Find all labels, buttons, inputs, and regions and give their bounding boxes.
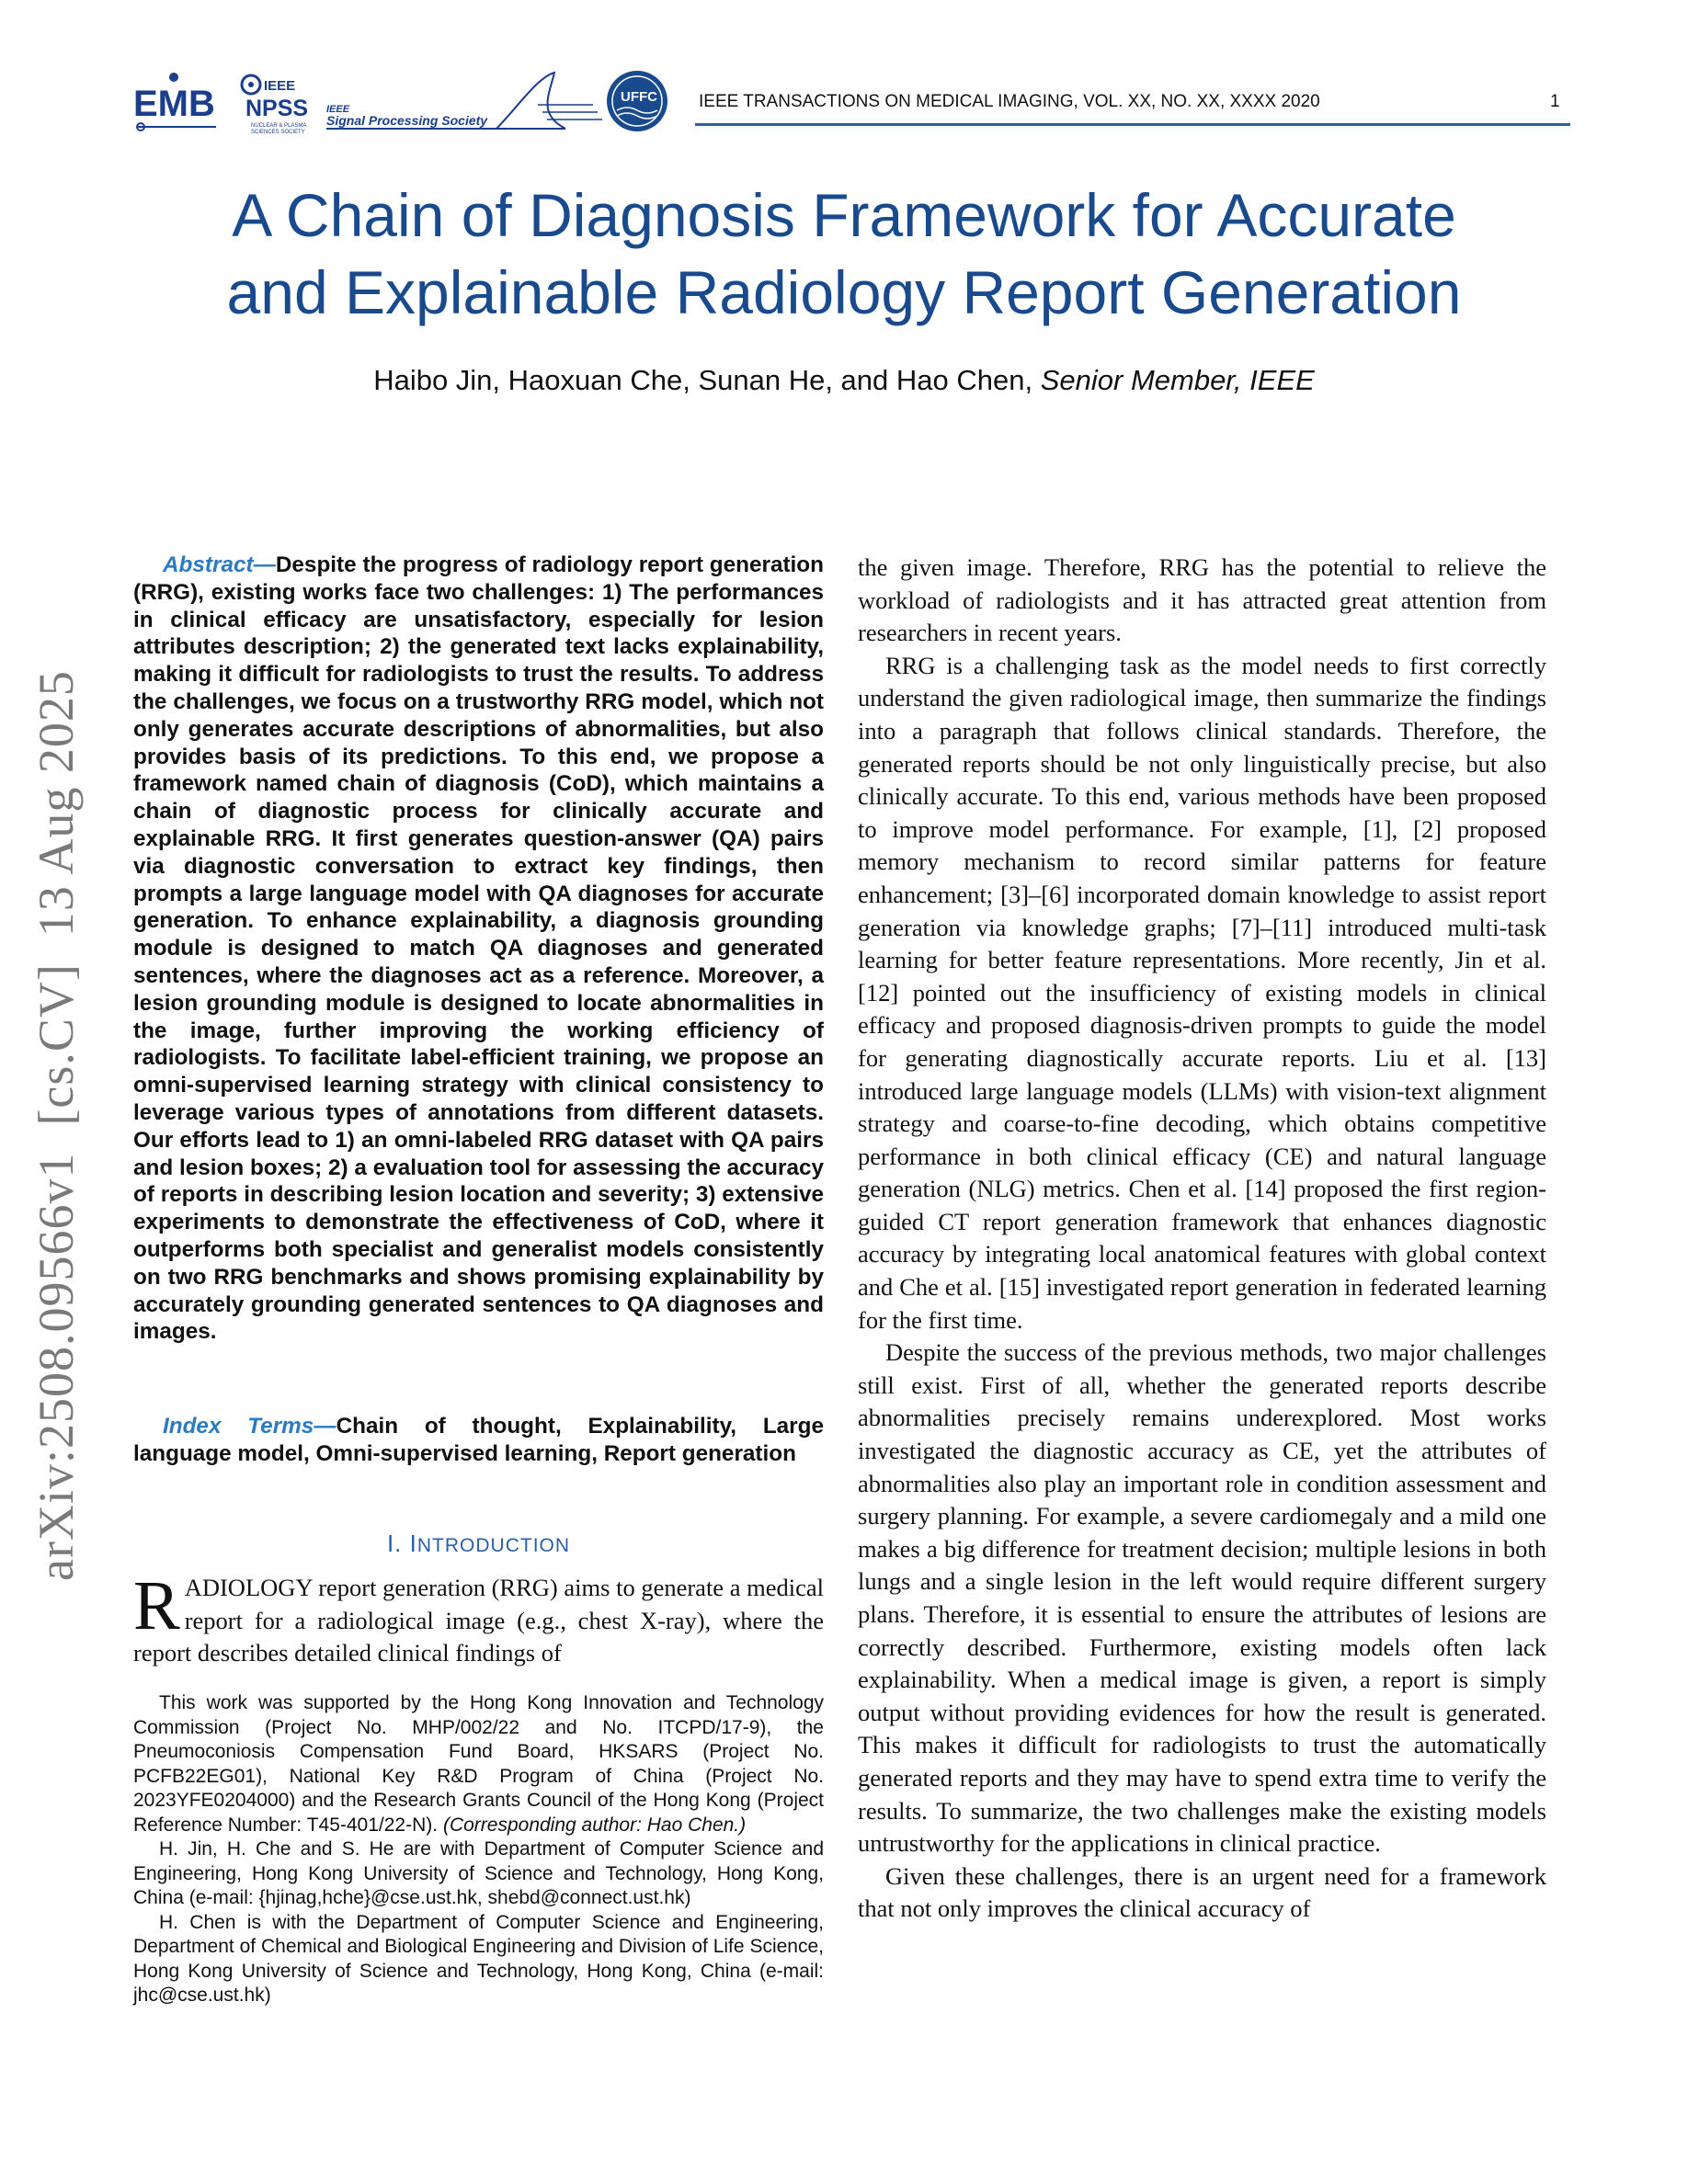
author-role: Senior Member, IEEE [1040,364,1315,396]
author-list [110,364,1578,397]
section-title-first: I [409,1530,417,1557]
emb-logo-text: EMB [133,84,215,124]
svg-text:SCIENCES SOCIETY: SCIENCES SOCIETY [251,130,305,135]
index-terms [133,1413,824,1468]
title-line-1: A Chain of Diagnosis Framework for Accurate [232,181,1456,249]
signal-processing-society-logo [326,73,602,129]
paper-title [110,176,1578,331]
svg-text:Signal Processing Society: Signal Processing Society [326,113,488,128]
index-terms-label: Index Terms— [163,1414,336,1439]
right-paragraph-4: Given these challenges, there is an urgent need for a framework that not only improves the clinical accuracy of [858,1861,1546,1923]
publisher-logos [133,68,671,138]
logos-strip [133,68,671,138]
journal-header: IEEE TRANSACTIONS ON MEDICAL IMAGING, VOL. XX, NO. XX, XXXX 2020 [699,92,1320,111]
arxiv-stamp: arXiv:2508.09566v1 [cs.CV] 13 Aug 2025 [29,670,84,1581]
right-column [858,552,1546,1926]
index-terms-text: Chain of thought, Explainability, Large language model, Omni-supervised learning, Report generation [133,1414,824,1466]
author-names: Haibo Jin, Haoxuan Che, Sunan He, and Hao Chen, [373,364,1033,396]
footnotes [133,1691,824,2008]
drop-cap: R [133,1567,180,1644]
footnote-funding-main: This work was supported by the Hong Kong Innovation and Technology Commission (Project No. MHP/002/22 and No. ITCPD/17-9), the Pneumoconiosis Compensation Fund Board, HKSARS (Project No. PCFB22EG01), National Key R&D Program of China (Project No. 2023YFE0204000) and the Research Grants Council of the Hong Kong (Project Reference Number: T45-401/22-N). [133,1692,824,1836]
svg-text:UFFC: UFFC [621,89,657,105]
uffc-logo [607,71,667,131]
section-heading [133,1530,824,1558]
abstract-label: Abstract— [163,552,276,577]
svg-text:IEEE: IEEE [326,104,350,115]
arxiv-stamp-wrapper [28,570,101,1581]
footnote-corresponding: (Corresponding author: Hao Chen.) [442,1814,747,1836]
right-paragraph-3: Despite the success of the previous methods, two major challenges still exist. First of all, whether the generated reports describe abnormalities precisely remains underexplored. Most works investigated the diagnostic accuracy as CE, yet the attributes of abnormalities also play an important role in condition assessment and surgery planning. For example, a severe cardiomegaly and a mild one makes a big difference for treatment decision; multiple lesions in both lungs and a single lesion in the left would require different surgery plans. Therefore, it is essential to ensure the attributes of lesions are correctly described. Furthermore, existing models often lack explainability. When a medical image is given, a report is simply output without providing evidences for how the result is generated. This makes it difficult for radiologists to trust the automatically generated reports and they may have to spend extra time to verify the results. To summarize, the two challenges make the existing models untrustworthy for the applications in clinical practice. [858,1338,1546,1858]
section-number: I. [386,1530,403,1557]
abstract [133,552,824,1346]
intro-left-text: ADIOLOGY report generation (RRG) aims to generate a medical report for a radiological image (e.g., chest X-ray), where the report describes detailed clinical findings of [133,1574,824,1667]
svg-text:NPSS: NPSS [245,96,309,121]
emb-logo [133,73,216,131]
footnote-affiliation-1: H. Jin, H. Che and S. He are with Department of Computer Science and Engineering, Hong Kong University of Science and Technology, Hong Kong, China (e-mail: {hjinag,hche}@cse.ust.hk, shebd@connect.ust.hk) [133,1838,824,1908]
svg-text:IEEE: IEEE [264,78,296,94]
page-number: 1 [1550,92,1560,111]
title-line-2: and Explainable Radiology Report Generation [226,258,1462,326]
section-title-rest: NTRODUCTION [416,1535,571,1556]
right-paragraph-2: RRG is a challenging task as the model needs to first correctly understand the given radiological image, then summarize the findings into a paragraph that follows clinical standards. Therefore, the generated reports should be not only linguistically precise, but also clinically accurate. To this end, various methods have been proposed to improve model performance. For example, [1], [2] proposed memory mechanism to record similar patterns for feature enhancement; [3]–[6] incorporated domain knowledge to assist report generation via knowledge graphs; [7]–[11] introduced multi-task learning for better feature representations. More recently, Jin et al. [12] pointed out the insufficiency of existing models in clinical efficacy and proposed diagnosis-driven prompts to guide the model for generating diagnostically accurate reports. Liu et al. [13] introduced large language models (LLMs) with vision-text alignment strategy and coarse-to-fine decoding, which obtains competitive performance in both clinical efficacy (CE) and natural language generation (NLG) metrics. Chen et al. [14] proposed the first region-guided CT report generation framework that enhances diagnostic accuracy by integrating local anatomical features with global context and Che et al. [15] investigated report generation in federated learning for the first time. [858,651,1546,1334]
header-rule [695,123,1570,126]
svg-text:NUCLEAR & PLASMA: NUCLEAR & PLASMA [251,123,307,129]
intro-paragraph-left [133,1567,824,1670]
abstract-text: Despite the progress of radiology report generation (RRG), existing works face two challenges: 1) The performances in clinical efficacy are unsatisfactory, especially for lesion attributes description; 2) the generated text lacks explainability, making it difficult for radiologists to trust the results. To address the challenges, we focus on a trustworthy RRG model, which not only generates accurate descriptions of abnormalities, but also provides basis of its predictions. To this end, we propose a framework named chain of diagnosis (CoD), which maintains a chain of diagnostic process for clinically accurate and explainable RRG. It first generates question-answer (QA) pairs via diagnostic conversation to extract key findings, then prompts a large language model with QA diagnoses for accurate generation. To enhance explainability, a diagnosis grounding module is designed to match QA diagnoses and generated sentences, where the diagnoses act as a reference. Moreover, a lesion grounding module is designed to locate abnormalities in the image, further improving the working efficiency of radiologists. To facilitate label-efficient training, we propose an omni-supervised learning strategy with clinical consistency to leverage various types of annotations from different datasets. Our efforts lead to 1) an omni-labeled RRG dataset with QA pairs and lesion boxes; 2) a evaluation tool for assessing the accuracy of reports in describing lesion location and severity; 3) extensive experiments to demonstrate the effectiveness of CoD, where it outperforms both specialist and generalist models consistently on two RRG benchmarks and shows promising explainability by accurately grounding generated sentences to QA diagnoses and images. [133,552,824,1345]
npss-logo [242,75,308,135]
footnote-affiliation-2: H. Chen is with the Department of Computer Science and Engineering, Department of Chemical and Biological Engineering and Division of Life Science, Hong Kong University of Science and Technology, Hong Kong, China (e-mail: jhc@cse.ust.hk) [133,1911,824,2006]
right-paragraph-1: the given image. Therefore, RRG has the potential to relieve the workload of radiologists and it has attracted great attention from researchers in recent years. [858,553,1546,647]
footnote-funding [133,1691,824,1837]
